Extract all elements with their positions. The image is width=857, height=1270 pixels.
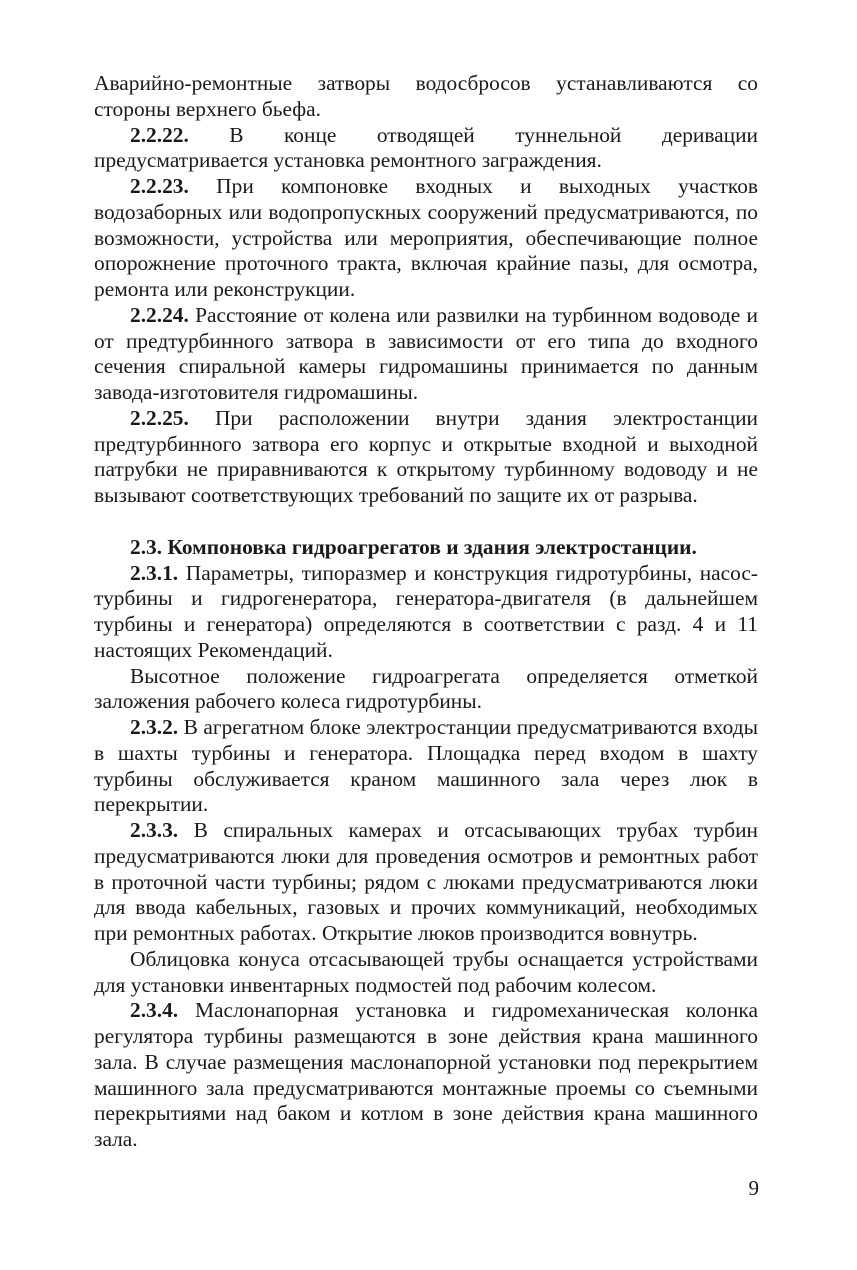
paragraph-2-3-1 [94,561,758,664]
paragraph-2-2-23 [94,174,758,303]
clause-number: 2.3.4. [130,998,179,1023]
paragraph-2-3-3 [94,818,758,947]
paragraph-intro: Аварийно-ремонтные затворы водосбросов устанавливаются со стороны верхнего бьефа. [94,71,758,121]
page-body [94,71,758,1153]
paragraph-2-3-4 [94,998,758,1153]
paragraph-2-2-25 [94,406,758,509]
clause-text: При расположении внутри здания электростанции предтурбинного затвора его корпус и открытые входной и выходной патрубки не приравниваются к открытому турбинному водоводу и не вызывают соответствующих требований по защите их от разрыва. [94,405,758,507]
clause-number: 2.2.24. [130,302,189,327]
clause-text: В спиральных камерах и отсасывающих трубах турбин предусматриваются люки для проведения осмотров и ремонтных работ в проточной части турбины; рядом с люками предусматриваются люки для ввода кабельных, газовых и прочих коммуникаций, необходимых при ремонтных работах. Открытие люков производится вовнутрь. [94,818,758,945]
clause-number: 2.3.3. [130,818,179,842]
clause-text: При компоновке входных и выходных участков водозаборных или водопропускных сооружений предусматриваются, по возможности, устройства или мероприятия, обеспечивающие полное опорожнение проточного тракта, включая крайние пазы, для осмотра, ремонта или реконструкции. [94,174,758,301]
paragraph-2-2-22 [94,123,758,175]
paragraph-2-3-2 [94,715,758,818]
clause-text: Маслонапорная установка и гидромеханическая колонка регулятора турбины размещаются в зоне действия крана машинного зала. В случае размещения маслонапорной установки под перекрытием машинного зала предусматриваются монтажные проемы со съемными перекрытиями над баком и котлом в зоне действия крана машинного зала. [94,998,758,1151]
section-heading: 2.3. Компоновка гидроагрегатов и здания электростанции. [130,534,697,559]
clause-number: 2.3.1. [130,560,179,585]
page-number: 9 [748,1176,759,1200]
clause-number: 2.3.2. [130,715,179,739]
paragraph-2-3-3-continued: Облицовка конуса отсасывающей трубы оснащается устройствами для установки инвентарных подмостей под рабочим колесом. [94,946,758,997]
clause-text: Параметры, типоразмер и конструкция гидротурбины, насос-турбины и гидрогенератора, генератора-двигателя (в дальнейшем турбины и генератора) определяются в соответствии с разд. 4 и 11 настоящих Рекомендаций. [94,560,758,662]
clause-number: 2.2.25. [130,405,189,430]
paragraph-2-3-1-continued: Высотное положение гидроагрегата определяется отметкой заложения рабочего колеса гидротурбины. [94,663,758,714]
paragraph-2-2-24 [94,303,758,406]
clause-text: В конце отводящей туннельной деривации предусматривается установка ремонтного заграждения. [94,122,758,173]
clause-number: 2.2.23. [130,174,189,198]
clause-text: Расстояние от колена или развилки на турбинном водоводе и от предтурбинного затвора в зависимости от его типа до входного сечения спиральной камеры гидромашины принимается по данным завода-изготовителя гидромашины. [94,302,758,404]
clause-text: В агрегатном блоке электростанции предусматриваются входы в шахты турбины и генератора. Площадка перед входом в шахту турбины обслуживается краном машинного зала через люк в перекрытии. [94,715,758,817]
clause-number: 2.2.22. [130,122,189,147]
